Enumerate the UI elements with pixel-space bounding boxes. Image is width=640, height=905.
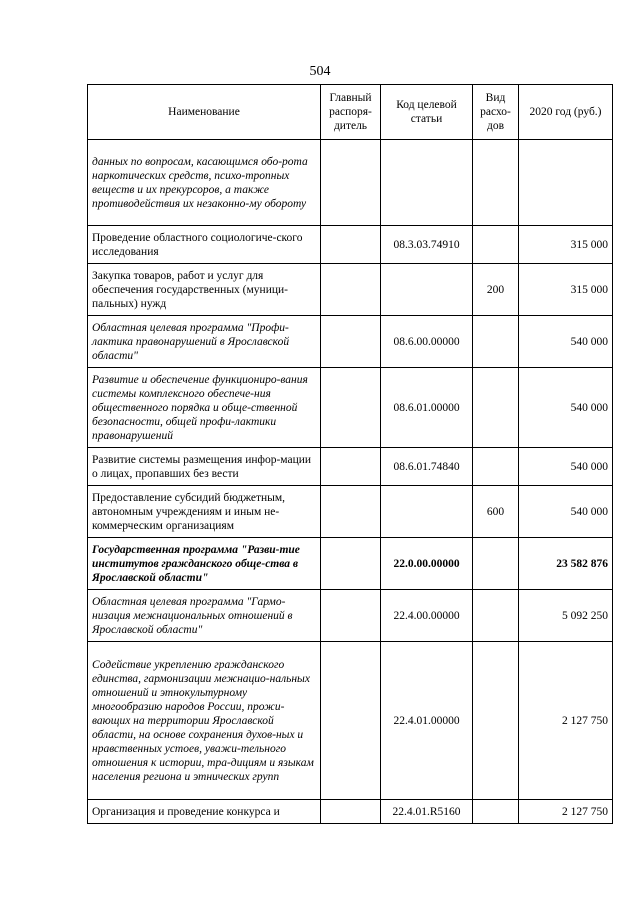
cell-kind bbox=[473, 368, 519, 448]
cell-admin bbox=[321, 368, 381, 448]
table-header-row bbox=[88, 85, 613, 140]
cell-amount: 23 582 876 bbox=[519, 538, 613, 590]
cell-kind bbox=[473, 226, 519, 264]
cell-name: данных по вопросам, касающимся обо-рота наркотических средств, психо-тропных веществ и их прекурсоров, а также противодействия их незаконно-му обороту bbox=[88, 140, 321, 226]
table-row bbox=[88, 642, 613, 800]
cell-kind: 200 bbox=[473, 264, 519, 316]
cell-code bbox=[381, 486, 473, 538]
cell-amount bbox=[519, 140, 613, 226]
cell-code: 22.4.01.00000 bbox=[381, 642, 473, 800]
table-row bbox=[88, 486, 613, 538]
table-row bbox=[88, 590, 613, 642]
cell-kind bbox=[473, 140, 519, 226]
cell-kind bbox=[473, 316, 519, 368]
table-row bbox=[88, 368, 613, 448]
cell-name: Закупка товаров, работ и услуг для обеспечения государственных (муници-пальных) нужд bbox=[88, 264, 321, 316]
cell-code: 08.6.01.74840 bbox=[381, 448, 473, 486]
cell-name: Областная целевая программа "Гармо-низация межнациональных отношений в Ярославской области" bbox=[88, 590, 321, 642]
cell-admin bbox=[321, 264, 381, 316]
cell-kind: 600 bbox=[473, 486, 519, 538]
cell-name: Организация и проведение конкурса и bbox=[88, 800, 321, 824]
cell-code bbox=[381, 264, 473, 316]
cell-admin bbox=[321, 448, 381, 486]
header-code: Код целевой статьи bbox=[381, 85, 473, 140]
header-amount: 2020 год (руб.) bbox=[519, 85, 613, 140]
cell-name: Предоставление субсидий бюджетным, автономным учреждениям и иным не-коммерческим организациям bbox=[88, 486, 321, 538]
cell-admin bbox=[321, 800, 381, 824]
header-name: Наименование bbox=[88, 85, 321, 140]
cell-code: 22.4.01.R5160 bbox=[381, 800, 473, 824]
cell-code: 08.6.00.00000 bbox=[381, 316, 473, 368]
cell-amount: 540 000 bbox=[519, 316, 613, 368]
cell-kind bbox=[473, 448, 519, 486]
cell-amount: 540 000 bbox=[519, 486, 613, 538]
cell-admin bbox=[321, 140, 381, 226]
cell-code bbox=[381, 140, 473, 226]
cell-code: 08.6.01.00000 bbox=[381, 368, 473, 448]
budget-table bbox=[87, 84, 613, 824]
cell-amount: 540 000 bbox=[519, 448, 613, 486]
cell-admin bbox=[321, 538, 381, 590]
cell-kind bbox=[473, 538, 519, 590]
cell-admin bbox=[321, 642, 381, 800]
table-row bbox=[88, 538, 613, 590]
cell-code: 22.0.00.00000 bbox=[381, 538, 473, 590]
table-body bbox=[88, 140, 613, 824]
cell-code: 22.4.00.00000 bbox=[381, 590, 473, 642]
cell-code: 08.3.03.74910 bbox=[381, 226, 473, 264]
page-number: 504 bbox=[309, 64, 331, 79]
cell-name: Областная целевая программа "Профи-лактика правонарушений в Ярославской области" bbox=[88, 316, 321, 368]
table-row bbox=[88, 226, 613, 264]
table-row bbox=[88, 140, 613, 226]
cell-amount: 2 127 750 bbox=[519, 642, 613, 800]
cell-amount: 2 127 750 bbox=[519, 800, 613, 824]
header-admin: Главный распоря-дитель bbox=[321, 85, 381, 140]
table-row bbox=[88, 448, 613, 486]
cell-kind bbox=[473, 800, 519, 824]
cell-name: Проведение областного социологиче-ского исследования bbox=[88, 226, 321, 264]
header-kind: Вид расхо-дов bbox=[473, 85, 519, 140]
cell-admin bbox=[321, 316, 381, 368]
cell-amount: 315 000 bbox=[519, 264, 613, 316]
cell-name: Развитие системы размещения инфор-мации о лицах, пропавших без вести bbox=[88, 448, 321, 486]
cell-name: Содействие укреплению гражданского единства, гармонизации межнацио-нальных отношений и этнокультурному многообразию народов России, прожи-вающих на территории Ярославской области, на основе сохранения духов-ных и нравственных устоев, уважи-тельного отношения к истории, тра-дициям и языкам населения региона и этнических групп bbox=[88, 642, 321, 800]
cell-name: Государственная программа "Разви-тие институтов гражданского обще-ства в Ярославской области" bbox=[88, 538, 321, 590]
cell-admin bbox=[321, 226, 381, 264]
cell-admin bbox=[321, 486, 381, 538]
cell-amount: 540 000 bbox=[519, 368, 613, 448]
table-row bbox=[88, 264, 613, 316]
cell-amount: 5 092 250 bbox=[519, 590, 613, 642]
table-row bbox=[88, 800, 613, 824]
cell-admin bbox=[321, 590, 381, 642]
table-row bbox=[88, 316, 613, 368]
cell-kind bbox=[473, 642, 519, 800]
cell-name: Развитие и обеспечение функциониро-вания системы комплексного обеспече-ния общественного порядка и обще-ственной безопасности, общей профи-лактики правонарушений bbox=[88, 368, 321, 448]
cell-kind bbox=[473, 590, 519, 642]
cell-amount: 315 000 bbox=[519, 226, 613, 264]
